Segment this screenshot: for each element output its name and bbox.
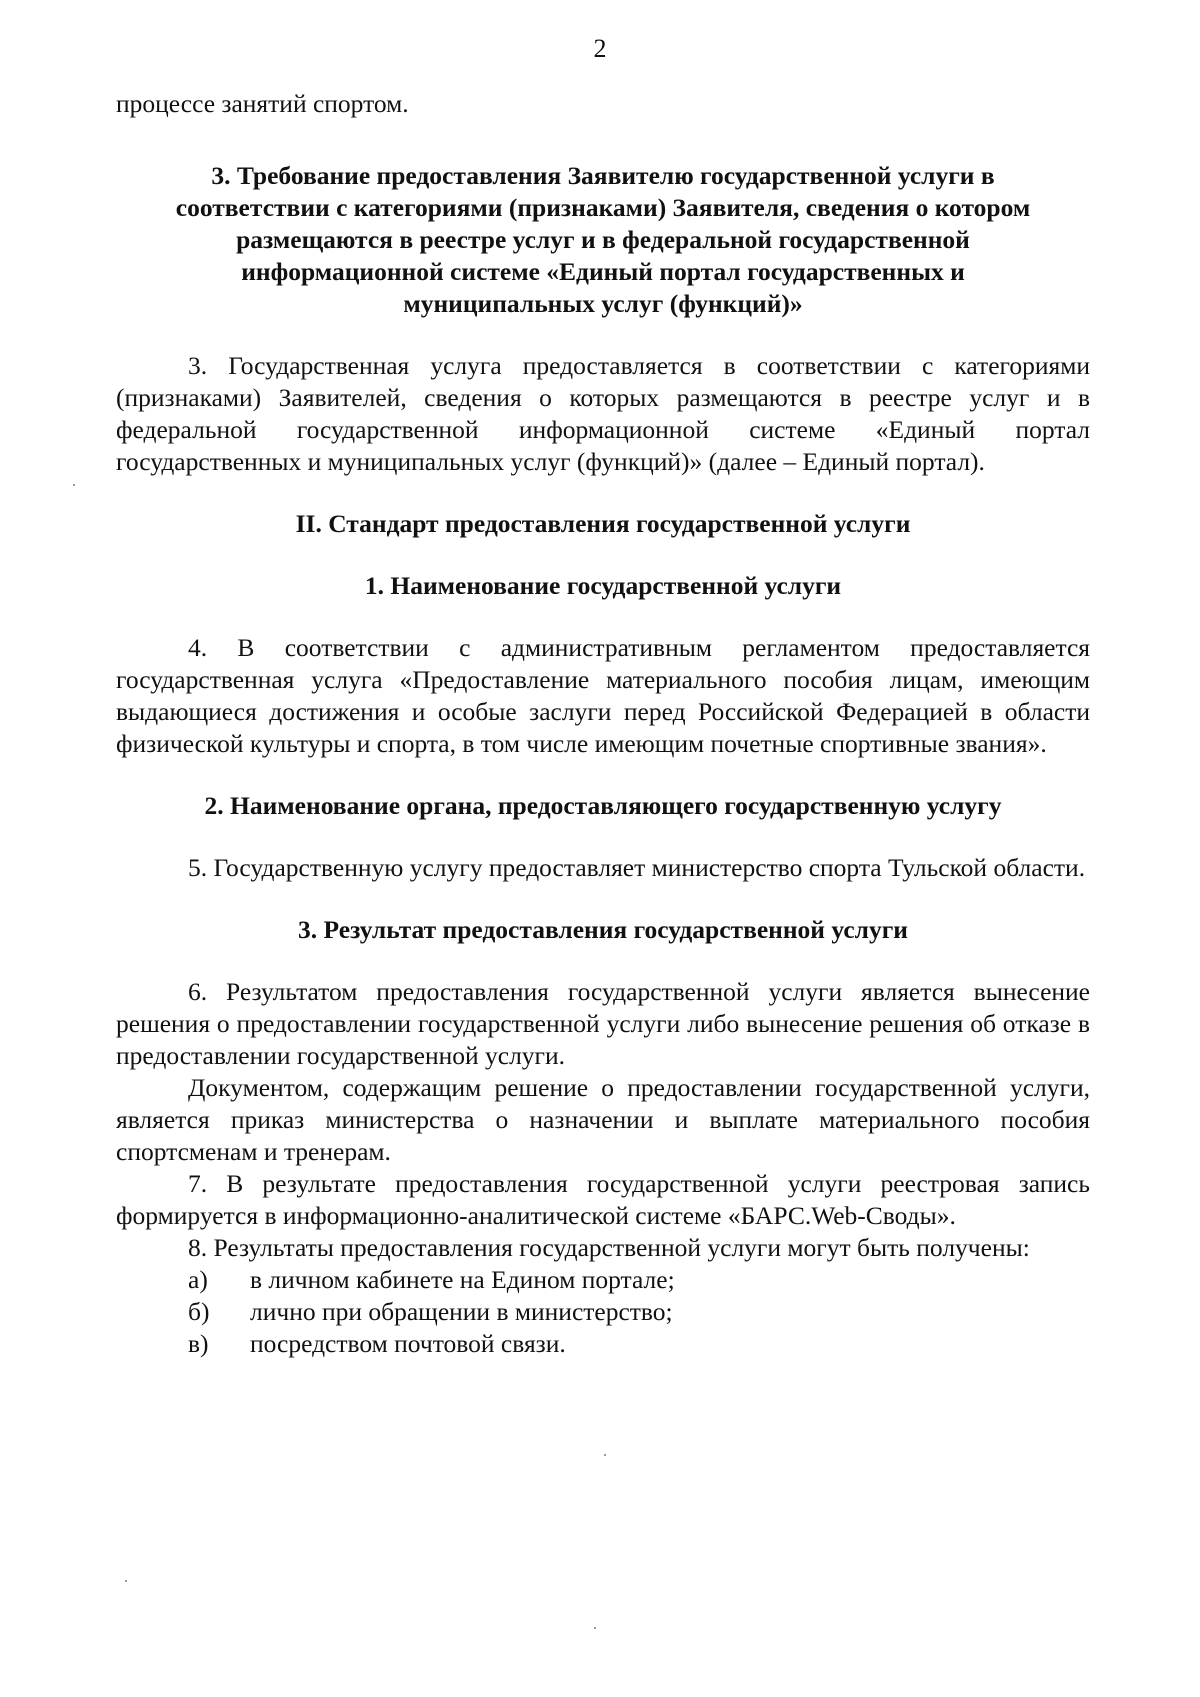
paragraph-6-document: Документом, содержащим решение о предоставлении государственной услуги, является приказ министерства о назначении и выплате материального пособия спортсменам и тренерам.	[116, 1073, 1090, 1166]
list-item-text: в личном кабинете на Едином портале;	[250, 1265, 675, 1294]
list-item	[116, 1328, 1090, 1360]
page-number: 2	[593, 34, 607, 63]
scan-speck	[73, 484, 75, 486]
list-item	[116, 1264, 1090, 1296]
chapter-2-heading: II. Стандарт предоставления государственной услуги	[295, 509, 911, 538]
list-marker: а)	[188, 1265, 208, 1294]
paragraph-5: 5. Государственную услугу предоставляет министерство спорта Тульской области.	[188, 853, 1086, 882]
scan-speck	[604, 1454, 606, 1456]
document-body	[116, 88, 1090, 1360]
subsection-2-heading: 2. Наименование органа, предоставляющего государственную услугу	[204, 791, 1002, 820]
paragraph-8: 8. Результаты предоставления государственной услуги могут быть получены:	[188, 1233, 1030, 1262]
subsection-1-heading: 1. Наименование государственной услуги	[364, 571, 842, 600]
paragraph-6: 6. Результатом предоставления государственной услуги является вынесение решения о предоставлении государственной услуги либо вынесение решения об отказе в предоставлении государственной услуги.	[116, 977, 1090, 1070]
list-marker: в)	[188, 1329, 209, 1358]
scan-speck	[125, 1580, 127, 1582]
subsection-3-heading: 3. Результат предоставления государственной услуги	[298, 915, 908, 944]
list-item-text: лично при обращении в министерство;	[250, 1297, 673, 1326]
paragraph-3: 3. Государственная услуга предоставляется в соответствии с категориями (признаками) Заявителей, сведения о которых размещаются в реестре услуг и в федеральной государственной информационной системе «Единый портал государственных и муниципальных услуг (функций)» (далее – Единый портал).	[116, 351, 1090, 476]
list-item	[116, 1296, 1090, 1328]
list-item-text: посредством почтовой связи.	[250, 1329, 566, 1358]
continuation-text: процессе занятий спортом.	[116, 89, 409, 118]
paragraph-7: 7. В результате предоставления государственной услуги реестровая запись формируется в информационно-аналитической системе «БАРС.Web-Своды».	[116, 1169, 1090, 1230]
section-3-heading: 3. Требование предоставления Заявителю государственной услуги в соответствии с категориями (признаками) Заявителя, сведения о котором размещаются в реестре услуг и в федеральной государственной информационной системе «Единый портал государственных и муниципальных услуг (функций)»	[175, 161, 1031, 318]
results-list	[116, 1264, 1090, 1360]
list-marker: б)	[188, 1297, 210, 1326]
scan-speck	[594, 1627, 596, 1629]
paragraph-4: 4. В соответствии с административным регламентом предоставляется государственная услуга «Предоставление материального пособия лицам, имеющим выдающиеся достижения и особые заслуги перед Российской Федерацией в области физической культуры и спорта, в том числе имеющим почетные спортивные звания».	[116, 633, 1090, 758]
